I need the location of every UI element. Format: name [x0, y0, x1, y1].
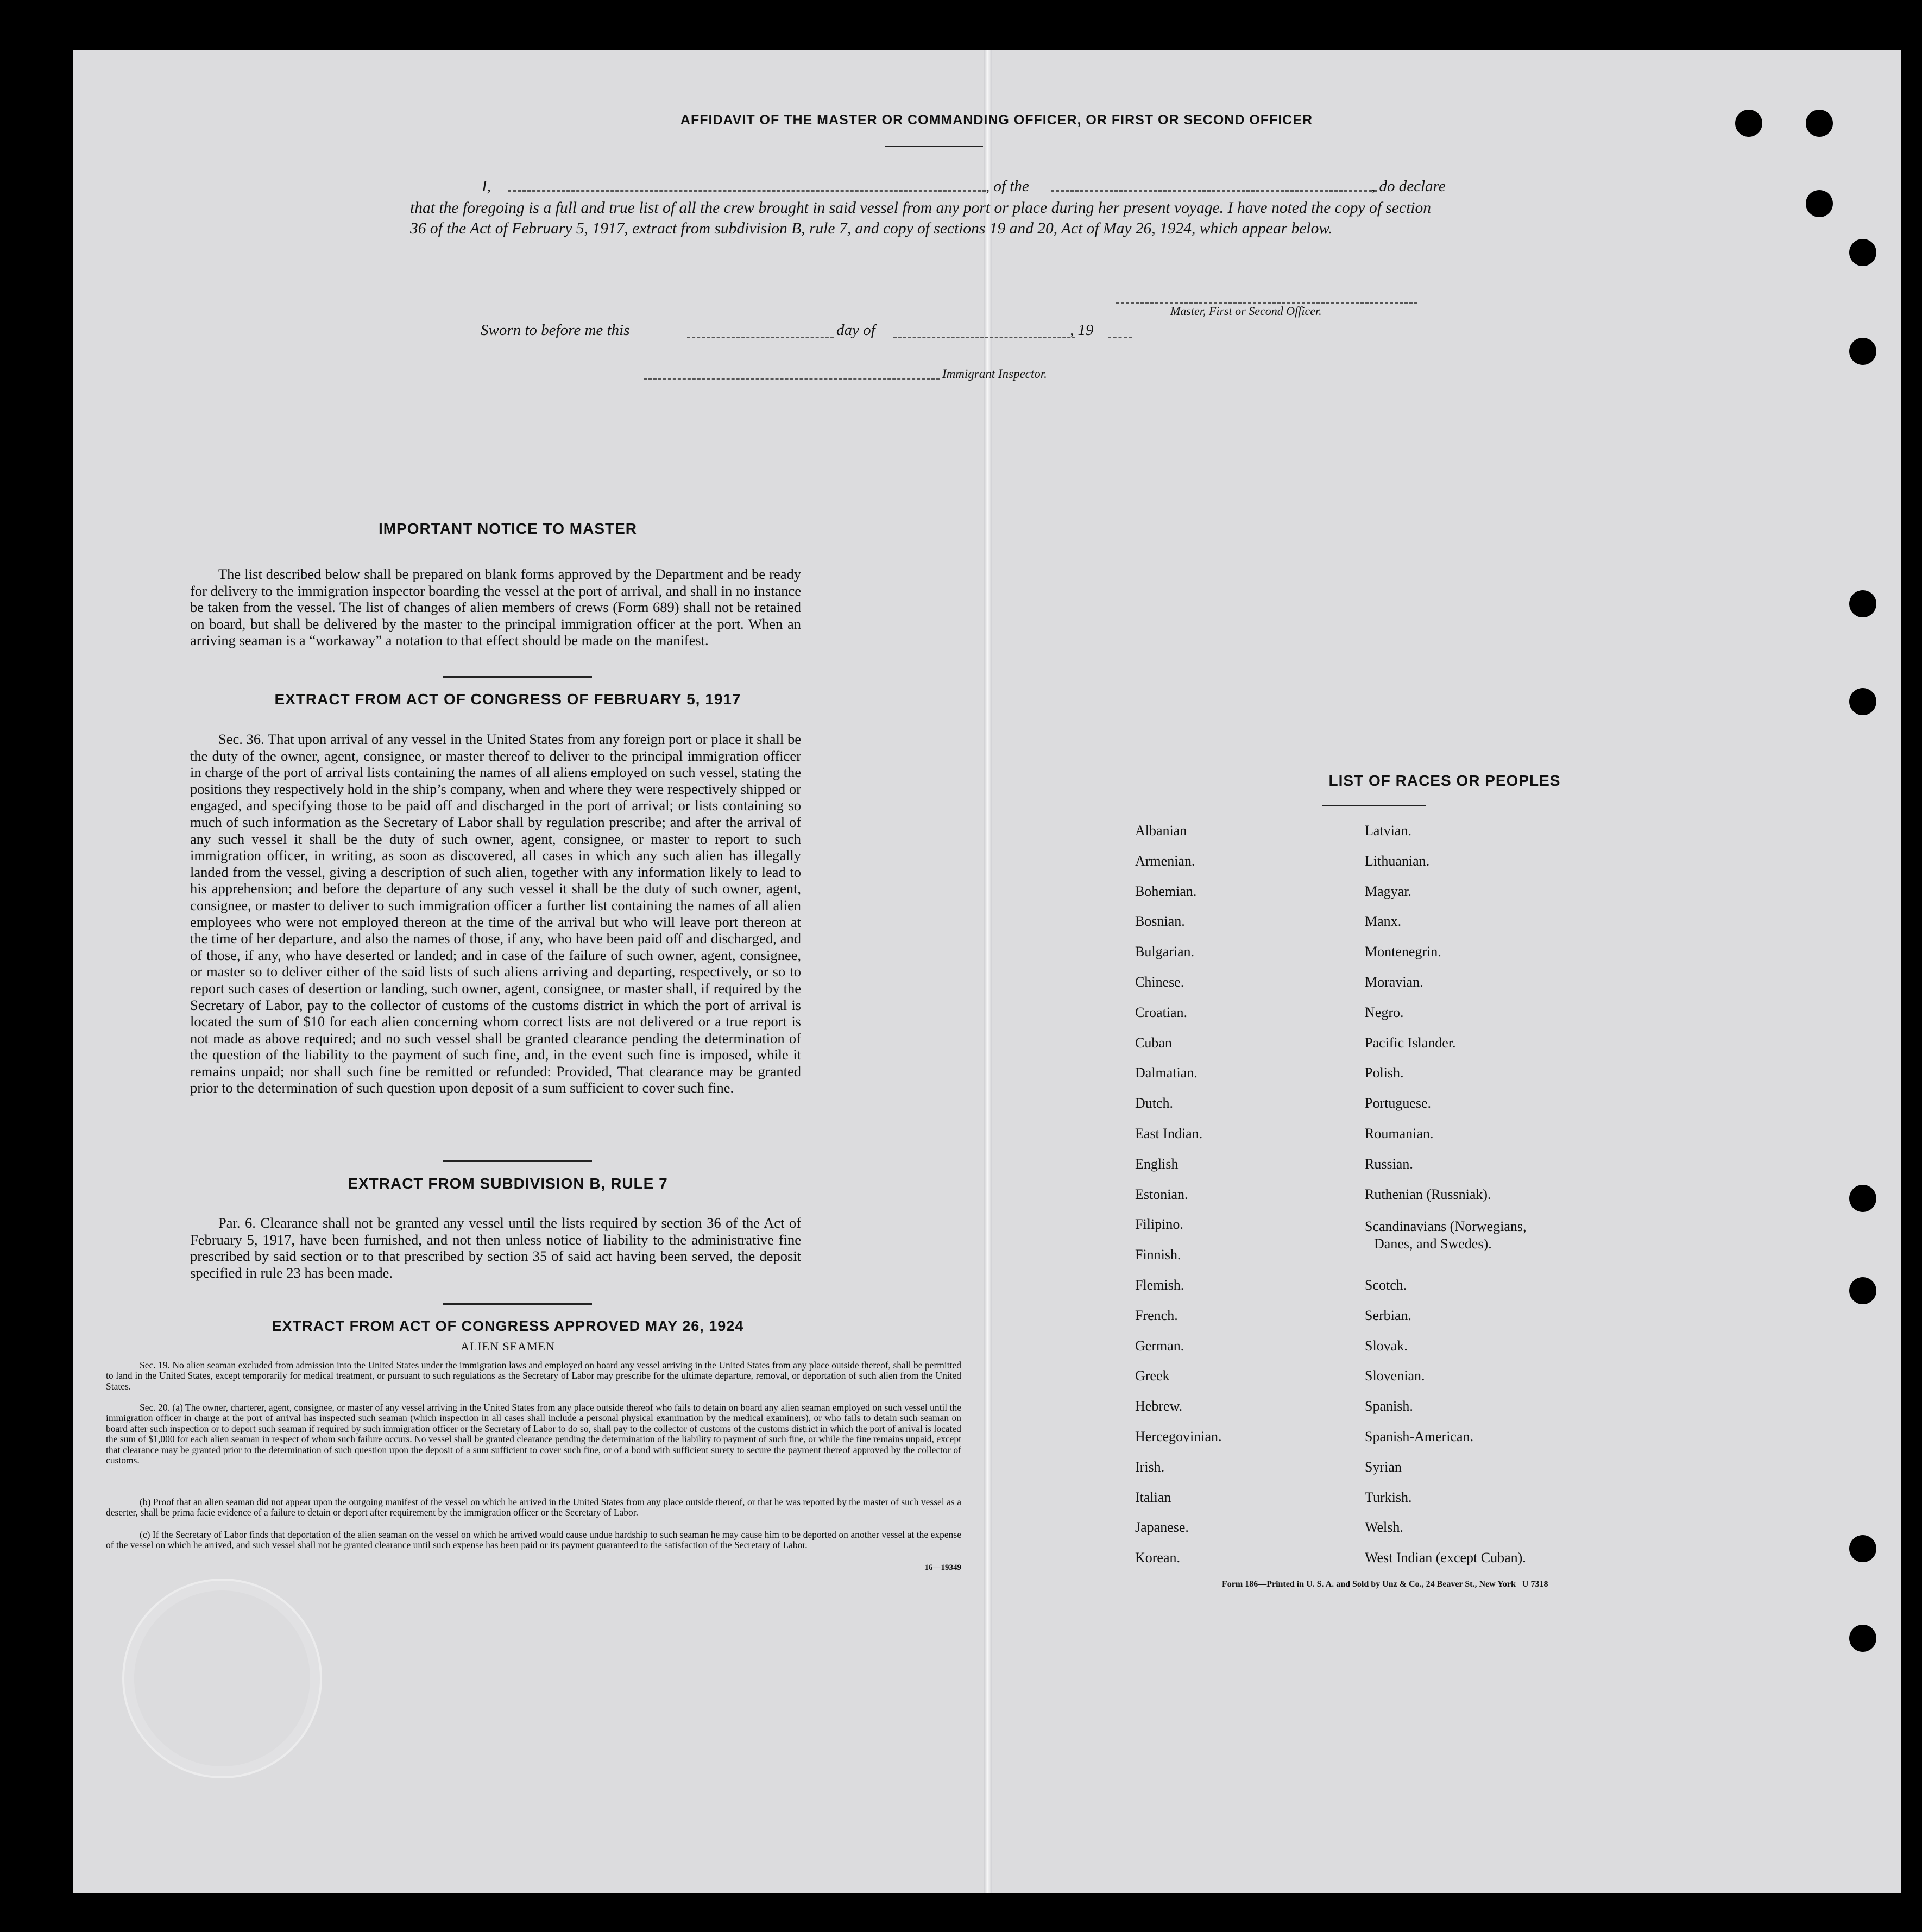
- race-item: Danes, and Swedes).: [1374, 1236, 1492, 1252]
- race-item: Dalmatian.: [1135, 1065, 1198, 1081]
- document-sheet: [73, 50, 1901, 1893]
- notice-body: The list described below shall be prepared on blank forms approved by the Department and be ready for delivery to the immigration inspector boarding the vessel at the port of arrival, and shall in no instance be taken from the vessel. The list of changes of alien members of crews (Form 689) shall not be retained on board, but shall be delivered by the master to the principal immigration officer at the port. When an arriving seaman is a “workaway” a notation to that effect should be made on the manifest.: [190, 566, 801, 649]
- punch-hole: [1806, 110, 1833, 137]
- print-code: 16—19349: [924, 1563, 961, 1572]
- races-title: LIST OF RACES OR PEOPLES: [1328, 772, 1561, 789]
- race-item: Turkish.: [1365, 1489, 1412, 1505]
- race-item: Bohemian.: [1135, 883, 1197, 899]
- race-item: Armenian.: [1135, 853, 1195, 869]
- extract-rule7-body: Par. 6. Clearance shall not be granted any vessel until the lists required by section 36 of the Act of February 5, 1917, have been furnished, and not then unless notice of liability to the administrative fine prescribed by said section or to that prescribed by section 35 of said act having been served, the deposit specified in rule 23 has been made.: [190, 1215, 801, 1281]
- year-blank: [1108, 337, 1132, 338]
- race-item: Italian: [1135, 1489, 1171, 1505]
- punch-hole: [1806, 190, 1833, 217]
- race-item: Estonian.: [1135, 1186, 1188, 1202]
- race-item: East Indian.: [1135, 1126, 1203, 1141]
- divider: [1322, 805, 1426, 806]
- divider: [443, 1303, 592, 1305]
- race-item: Slovak.: [1365, 1337, 1408, 1354]
- punch-hole: [1849, 1185, 1876, 1212]
- race-item: Negro.: [1365, 1004, 1404, 1020]
- race-item: Lithuanian.: [1365, 853, 1430, 869]
- race-item: Scotch.: [1365, 1277, 1407, 1293]
- race-item: Montenegrin.: [1365, 944, 1441, 960]
- punch-hole: [1735, 110, 1762, 137]
- sec20a-text: Sec. 20. (a) The owner, charterer, agent, consignee, or master of any vessel arriving in the United States from any place outside thereof who fails to detain on board any alien seaman employed on such vessel until the immigration officer in charge at the port of arrival has inspected such seaman (which inspection in all cases shall include a personal physical examination by the medical examiners), or who fails to detain such seaman on board after such inspection or to deport such seaman if required by such immigration officer or the Secretary of Labor to do so, shall pay to the collector of customs of the customs district in which the port of arrival is located the sum of $1,000 for each alien seaman in respect of whom such failure occurs. No vessel shall be granted clearance pending the determination of the liability to payment of such fine, or while the fine remains unpaid, except that clearance may be granted prior to the determination of such question upon the deposit of a sum sufficient to cover such fine, or of a bond with sufficient surety to secure the payment thereof approved by the collector of customs.: [106, 1402, 961, 1466]
- punch-hole: [1849, 688, 1876, 715]
- race-item: Russian.: [1365, 1156, 1413, 1172]
- race-item: Ruthenian (Russniak).: [1365, 1186, 1491, 1202]
- race-item: Flemish.: [1135, 1277, 1184, 1293]
- affidavit-do-declare: , do declare: [1371, 178, 1446, 195]
- race-item: German.: [1135, 1337, 1184, 1354]
- race-item: Roumanian.: [1365, 1126, 1434, 1141]
- race-item: Korean.: [1135, 1550, 1181, 1566]
- notice-title: IMPORTANT NOTICE TO MASTER: [378, 520, 638, 537]
- sec20c-text: (c) If the Secretary of Labor finds that deportation of the alien seaman on the vessel on which he arrived would cause undue hardship to such seaman he may cause him to be deported on another vessel at the expense of the vessel on which he arrived, and such vessel shall not be granted clearance until such expense has been paid or its payment guaranteed to the satisfaction of the Secretary of Labor.: [106, 1529, 961, 1551]
- race-item: Welsh.: [1365, 1519, 1403, 1536]
- race-item: West Indian (except Cuban).: [1365, 1550, 1526, 1566]
- sec20b-text: (b) Proof that an alien seaman did not appear upon the outgoing manifest of the vessel on which he arrived in the United States from any place outside thereof, or that he was reported by the master of such vessel as a deserter, shall be prima facie evidence of a failure to detain or deport after requirement by the immigration officer or the Secretary of Labor.: [106, 1497, 961, 1518]
- divider: [443, 676, 592, 678]
- extract-1924-subtitle: ALIEN SEAMEN: [461, 1340, 555, 1353]
- affidavit-body: that the foregoing is a full and true list of all the crew brought in said vessel from any port or place during her present voyage. I have noted the copy of section 36 of the Act of February 5, 1917, extract from subdivision B, rule 7, and copy of sections 19 and 20, Act of May 26, 1924, which appear below.: [410, 199, 1431, 237]
- extract-1917-title: EXTRACT FROM ACT OF CONGRESS OF FEBRUARY 5, 1917: [274, 691, 741, 708]
- month-blank: [893, 337, 1075, 338]
- punch-hole: [1849, 239, 1876, 266]
- day-of-label: day of: [836, 321, 875, 339]
- race-item: Spanish.: [1365, 1398, 1413, 1415]
- divider: [443, 1160, 592, 1162]
- affidavit-title: AFFIDAVIT OF THE MASTER OR COMMANDING OFFICER, OR FIRST OR SECOND OFFICER: [680, 112, 1313, 128]
- race-item: Chinese.: [1135, 974, 1184, 990]
- race-item: Bulgarian.: [1135, 944, 1195, 960]
- race-item: Moravian.: [1365, 974, 1423, 990]
- race-item: Irish.: [1135, 1459, 1165, 1475]
- race-item: Bosnian.: [1135, 913, 1185, 930]
- master-signature-label: Master, First or Second Officer.: [1170, 304, 1322, 318]
- sworn-label: Sworn to before me this: [481, 321, 630, 339]
- race-item: Filipino.: [1135, 1216, 1183, 1233]
- race-item: Greek: [1135, 1368, 1170, 1384]
- race-item: Serbian.: [1365, 1307, 1411, 1323]
- sec19-text: Sec. 19. No alien seaman excluded from admission into the United States under the immigration laws and employed on board any vessel arriving in the United States from any place outside thereof, shall be permitted to land in the United States, except temporarily for medical treatment, or pursuant to such regulations as the Secretary of Labor may prescribe for the ultimate departure, removal, or deportation of such alien from the United States.: [106, 1360, 961, 1392]
- punch-hole: [1849, 1625, 1876, 1652]
- race-item: Magyar.: [1365, 883, 1411, 899]
- race-item: Finnish.: [1135, 1247, 1181, 1263]
- race-item: Polish.: [1365, 1065, 1404, 1081]
- vessel-blank: [1051, 190, 1377, 192]
- inspector-label: Immigrant Inspector.: [942, 367, 1047, 381]
- race-item: Portuguese.: [1365, 1095, 1432, 1112]
- race-item: Pacific Islander.: [1365, 1034, 1456, 1051]
- race-item: French.: [1135, 1307, 1178, 1323]
- extract-1917-body: Sec. 36. That upon arrival of any vessel in the United States from any foreign port or place it shall be the duty of the owner, agent, consignee, or master thereof to deliver to the principal immigration officer in charge of the port of arrival lists containing the names of all aliens employed on such vessel, stating the positions they respectively hold in the ship’s company, when and where they were respectively shipped or engaged, and specifying those to be paid off and discharged in the port of arrival; or lists containing so much of such information as the Secretary of Labor shall by regulation prescribe; and after the arrival of any such vessel it shall be the duty of such owner, agent, consignee, or master to report to such immigration officer, in writing, as soon as discovered, all cases in which any such alien has illegally landed from the vessel, giving a description of such alien, together with any information likely to lead to his apprehension; and before the departure of any such vessel it shall be the duty of such owner, agent, consignee, or master to deliver to such immigration officer a further list containing the names of all alien employees who were not employed thereon at the time of the arrival but who will leave port thereon at the time of her departure, and also the names of those, if any, who have been paid off and discharged, and of those, if any, who have deserted or landed; and in case of the failure of such owner, agent, consignee, or master so to deliver either of the said lists of such aliens arriving and departing, respectively, or so to report such cases of desertion or landing, such owner, agent, consignee, or master shall, if required by the Secretary of Labor, pay to the collector of customs of the customs district in which the port of arrival is located the sum of $10 for each alien concerning whom correct lists are not delivered or a true report is not made as above required; and no such vessel shall be granted clearance pending the determination of the question of the liability to the payment of such fine, and, in the event such fine is imposed, while it remains unpaid; nor shall such fine be remitted or refunded: Provided, That clearance may be granted prior to the determination of such question upon deposit of a sum sufficient to cover such fine.: [190, 731, 801, 1096]
- race-item: Latvian.: [1365, 823, 1411, 838]
- year-label: , 19: [1070, 321, 1094, 339]
- embossed-seal: [122, 1579, 322, 1778]
- race-item: Albanian: [1135, 823, 1187, 838]
- race-item: Scandinavians (Norwegians,: [1365, 1218, 1527, 1235]
- affidavit-i: I,: [482, 178, 491, 195]
- affidavit-of-the: , of the: [986, 178, 1029, 195]
- race-item: English: [1135, 1156, 1179, 1172]
- race-item: Syrian: [1365, 1459, 1402, 1475]
- race-item: Cuban: [1135, 1034, 1172, 1051]
- extract-1924-title: EXTRACT FROM ACT OF CONGRESS APPROVED MAY 26, 1924: [272, 1318, 744, 1334]
- punch-hole: [1849, 1535, 1876, 1562]
- race-item: Hercegovinian.: [1135, 1429, 1222, 1444]
- race-item: Hebrew.: [1135, 1398, 1183, 1415]
- punch-hole: [1849, 590, 1876, 617]
- center-fold: [984, 50, 992, 1893]
- sworn-day-blank: [687, 337, 834, 338]
- race-item: Croatian.: [1135, 1004, 1188, 1020]
- form-footer: Form 186—Printed in U. S. A. and Sold by Unz & Co., 24 Beaver St., New York U 7318: [1222, 1580, 1548, 1589]
- divider: [885, 146, 983, 147]
- race-item: Manx.: [1365, 913, 1402, 930]
- race-item: Spanish-American.: [1365, 1429, 1474, 1444]
- race-item: Slovenian.: [1365, 1368, 1425, 1384]
- race-item: Dutch.: [1135, 1095, 1174, 1112]
- race-item: Japanese.: [1135, 1519, 1189, 1536]
- punch-hole: [1849, 338, 1876, 365]
- extract-rule7-title: EXTRACT FROM SUBDIVISION B, RULE 7: [348, 1175, 668, 1192]
- name-blank: [508, 190, 986, 192]
- punch-hole: [1849, 1277, 1876, 1304]
- inspector-signature-line: [644, 378, 940, 380]
